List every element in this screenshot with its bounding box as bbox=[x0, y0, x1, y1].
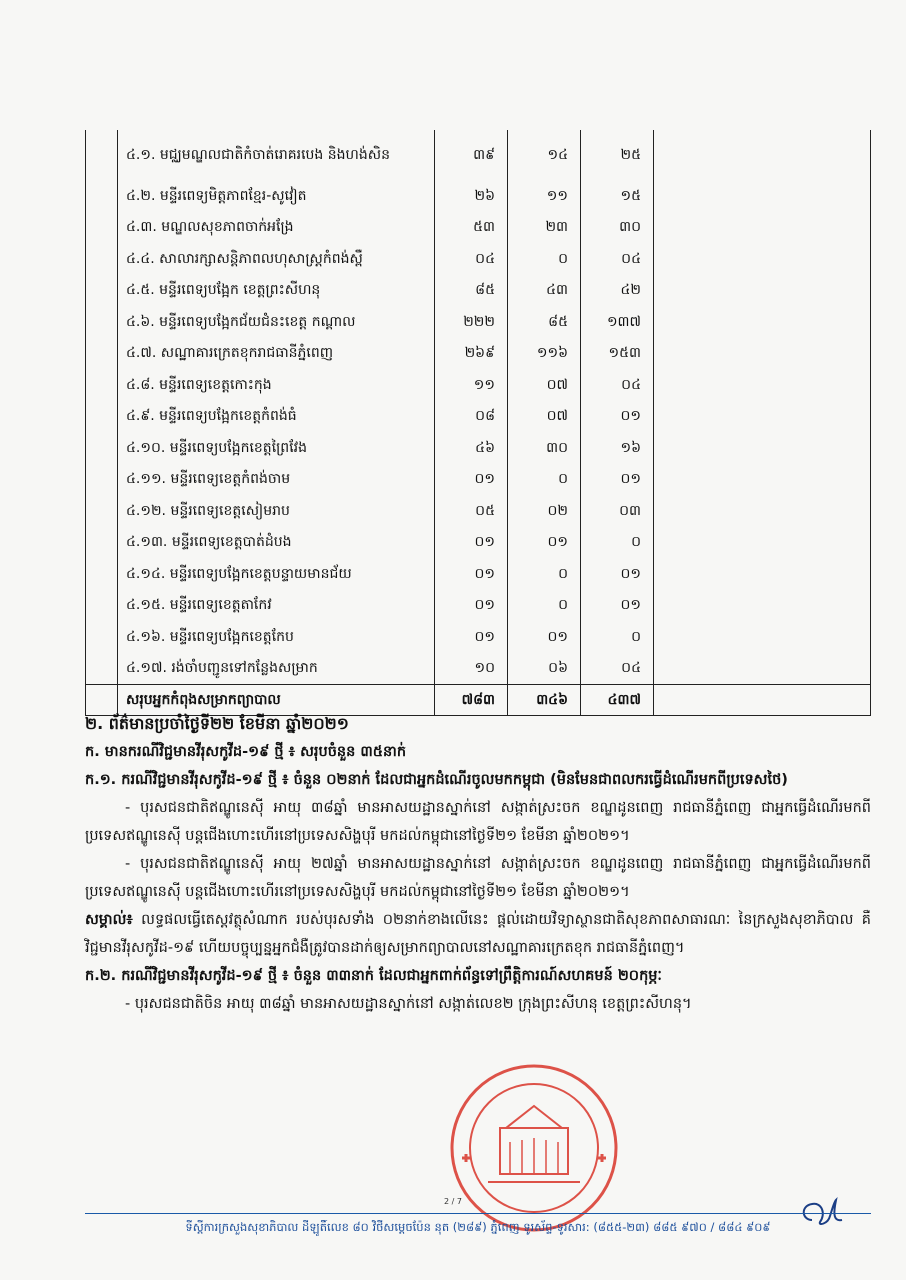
table-row bbox=[86, 369, 871, 401]
count-total: ៥៣ bbox=[435, 212, 508, 244]
table-row bbox=[86, 495, 871, 527]
note-label: សម្គាល់៖ bbox=[85, 912, 133, 928]
case-bullet-3: - បុរសជនជាតិចិន អាយុ ៣៨ឆ្នាំ មានអាសយដ្ឋានស្នាក់នៅ សង្កាត់លេខ២ ក្រុងព្រះសីហនុ ខេត្តព្រះសីហនុ។ bbox=[125, 996, 692, 1012]
count-total: ៤៦ bbox=[435, 432, 508, 464]
table-row bbox=[86, 558, 871, 590]
count-female: ៤៣ bbox=[508, 275, 581, 307]
total-other: ៤៣៧ bbox=[581, 685, 654, 716]
count-other: ០ bbox=[581, 621, 654, 653]
count-total: ០៥ bbox=[435, 495, 508, 527]
facility-name: ៤.៩. មន្ទីរពេទ្យបង្អែកខេត្តកំពង់ធំ bbox=[118, 401, 435, 433]
row-spacer bbox=[86, 495, 118, 527]
count-female: ១៤ bbox=[508, 130, 581, 180]
count-female: ០១ bbox=[508, 621, 581, 653]
total-female: ៣៤៦ bbox=[508, 685, 581, 716]
facility-name: ៤.៧. សណ្ឋាគារក្រេតខុករាជធានីភ្នំពេញ bbox=[118, 338, 435, 370]
count-total: ២៦៩ bbox=[435, 338, 508, 370]
community-cases-line: ក.២. ករណីវិជ្ជមានវីរុសកូវីដ-១៩ ថ្មី ៖ ចំនួន ៣៣នាក់ ដែលជាអ្នកពាក់ព័ន្ធទៅព្រឹត្តិការណ៍សហគមន៍ ២០កុម្ភៈ bbox=[85, 968, 662, 984]
count-total: ០១ bbox=[435, 464, 508, 496]
row-spacer bbox=[86, 464, 118, 496]
row-blank-cell bbox=[654, 558, 871, 590]
facility-name: ៤.១៣. មន្ទីរពេទ្យខេត្តបាត់ដំបង bbox=[118, 527, 435, 559]
table-row bbox=[86, 180, 871, 212]
count-other: ០៤ bbox=[581, 653, 654, 685]
table-row bbox=[86, 338, 871, 370]
row-blank-cell bbox=[654, 401, 871, 433]
row-blank-cell bbox=[654, 338, 871, 370]
case-bullet-2: - បុរសជនជាតិឥណ្ឌូនេស៊ី អាយុ ២៧ឆ្នាំ មានអាសយដ្ឋានស្នាក់នៅ សង្កាត់ស្រះចក ខណ្ឌដូនពេញ រាជធានីភ្នំពេញ ជាអ្នកធ្វើដំណើរមកពីប្រទេសឥណ្ឌូនេស៊ី បន្តជើងហោះហើរនៅប្រទេសសិង្ហបុរី មកដល់កម្ពុជានៅថ្ងៃទី២១ ខែមីនា ឆ្នាំ២០២១។ bbox=[85, 856, 871, 900]
count-total: ០១ bbox=[435, 558, 508, 590]
count-female: ០១ bbox=[508, 527, 581, 559]
facility-name: ៤.៦. មន្ទីរពេទ្យបង្អែកជ័យជំនះខេត្ត កណ្ដាល bbox=[118, 306, 435, 338]
table-row bbox=[86, 275, 871, 307]
count-female: ០ bbox=[508, 558, 581, 590]
facility-name: ៤.៣. មណ្ឌលសុខភាពចាក់អង្រែ bbox=[118, 212, 435, 244]
row-blank-cell bbox=[654, 432, 871, 464]
table-row bbox=[86, 243, 871, 275]
count-other: ៤២ bbox=[581, 275, 654, 307]
count-total: ១១ bbox=[435, 369, 508, 401]
row-spacer bbox=[86, 212, 118, 244]
count-other: ០ bbox=[581, 527, 654, 559]
row-spacer bbox=[86, 653, 118, 685]
table-row bbox=[86, 653, 871, 685]
total-count: ៧៨៣ bbox=[435, 685, 508, 716]
facility-name: ៤.២. មន្ទីរពេទ្យមិត្តភាពខ្មែរ-សូវៀត bbox=[118, 180, 435, 212]
row-spacer bbox=[86, 558, 118, 590]
count-other: ០៤ bbox=[581, 243, 654, 275]
facility-name: ៤.១៧. រង់ចាំបញ្ជូនទៅកន្លែងសម្រាក bbox=[118, 653, 435, 685]
row-spacer bbox=[86, 369, 118, 401]
row-blank-cell bbox=[654, 180, 871, 212]
row-blank-cell bbox=[654, 495, 871, 527]
count-female: ០ bbox=[508, 464, 581, 496]
row-spacer bbox=[86, 306, 118, 338]
footer-divider bbox=[85, 1213, 871, 1214]
count-female: ៨៥ bbox=[508, 306, 581, 338]
official-stamp-icon bbox=[448, 1062, 620, 1234]
page-number: 2 / 7 bbox=[444, 1197, 462, 1206]
hospital-table bbox=[85, 130, 871, 716]
row-blank-cell bbox=[654, 653, 871, 685]
count-female: ១១ bbox=[508, 180, 581, 212]
facility-name: ៤.៥. មន្ទីរពេទ្យបង្អែក ខេត្តព្រះសីហនុ bbox=[118, 275, 435, 307]
row-blank-cell bbox=[654, 306, 871, 338]
table-row bbox=[86, 527, 871, 559]
facility-name: ៤.៤. សាលារក្សាសន្តិភាពលហុសាស្ត្រកំពង់ស្ពឺ bbox=[118, 243, 435, 275]
count-other: ១៦ bbox=[581, 432, 654, 464]
table-row bbox=[86, 621, 871, 653]
count-total: ២៦ bbox=[435, 180, 508, 212]
count-other: ០៣ bbox=[581, 495, 654, 527]
row-blank-cell bbox=[654, 527, 871, 559]
note-text: លទ្ធផលធ្វើតេស្តវត្ថុសំណាក របស់បុរសទាំង ០២នាក់ខាងលើនេះ ផ្តល់ដោយវិទ្យាស្ថានជាតិសុខភាពសាធារណៈ នៃក្រសួងសុខាភិបាល គឺ វិជ្ជមានវីរុសកូវីដ-១៩ ហើយបច្ចុប្បន្នអ្នកជំងឺត្រូវបានដាក់ឲ្យសម្រាកព្យាបាលនៅសណ្ឋាគារក្រេតខុក រាជធានីភ្នំពេញ។ bbox=[85, 912, 871, 956]
count-total: ០១ bbox=[435, 621, 508, 653]
row-spacer bbox=[86, 338, 118, 370]
table-row bbox=[86, 130, 871, 180]
table-row bbox=[86, 212, 871, 244]
count-other: ៣០ bbox=[581, 212, 654, 244]
row-spacer bbox=[86, 130, 118, 180]
footer-address: ទីស្តីការក្រសួងសុខាភិបាល ដីឡូតិ៍លេខ ៨០ វិថីសម្ដេចប៉ែន នុត (២៨៩) ភ្នំពេញ ទូរស័ព្ទ-ទូរសារ: (៨៥៥-២៣) ៨៨៥ ៩៧០ / ៨៨៤ ៩០៩ bbox=[185, 1220, 771, 1234]
row-spacer bbox=[86, 401, 118, 433]
row-blank-cell bbox=[654, 212, 871, 244]
row-blank-cell bbox=[654, 130, 871, 180]
table-row bbox=[86, 401, 871, 433]
row-blank-cell bbox=[654, 243, 871, 275]
row-spacer bbox=[86, 590, 118, 622]
count-total: ០៨ bbox=[435, 401, 508, 433]
count-female: ០៦ bbox=[508, 653, 581, 685]
row-spacer bbox=[86, 180, 118, 212]
count-other: ០១ bbox=[581, 590, 654, 622]
count-total: ១០ bbox=[435, 653, 508, 685]
case-summary-line: ក. មានករណីវិជ្ជមានវីរុសកូវីដ-១៩ ថ្មី ៖ សរុបចំនួន ៣៥នាក់ bbox=[85, 744, 407, 760]
total-label: សរុបអ្នកកំពុងសម្រាកព្យាបាល bbox=[118, 685, 435, 716]
note-paragraph bbox=[85, 906, 871, 962]
facility-name: ៤.១៦. មន្ទីរពេទ្យបង្អែកខេត្តកែប bbox=[118, 621, 435, 653]
case-bullet-1: - បុរសជនជាតិឥណ្ឌូនេស៊ី អាយុ ៣៨ឆ្នាំ មានអាសយដ្ឋានស្នាក់នៅ សង្កាត់ស្រះចក ខណ្ឌដូនពេញ រាជធានីភ្នំពេញ ជាអ្នកធ្វើដំណើរមកពីប្រទេសឥណ្ឌូនេស៊ី បន្តជើងហោះហើរនៅប្រទេសសិង្ហបុរី មកដល់កម្ពុជានៅថ្ងៃទី២១ ខែមីនា ឆ្នាំ២០២១។ bbox=[85, 800, 871, 844]
count-female: ០៧ bbox=[508, 401, 581, 433]
count-female: ០ bbox=[508, 590, 581, 622]
row-blank-cell bbox=[654, 369, 871, 401]
count-total: ៣៩ bbox=[435, 130, 508, 180]
row-blank-cell bbox=[654, 275, 871, 307]
count-other: ០៤ bbox=[581, 369, 654, 401]
count-other: ១៥ bbox=[581, 180, 654, 212]
count-other: ០១ bbox=[581, 401, 654, 433]
table-row bbox=[86, 590, 871, 622]
count-other: ០១ bbox=[581, 558, 654, 590]
row-spacer bbox=[86, 432, 118, 464]
count-female: ៣០ bbox=[508, 432, 581, 464]
facility-name: ៤.១០. មន្ទីរពេទ្យបង្អែកខេត្តព្រៃវែង bbox=[118, 432, 435, 464]
facility-name: ៤.១៤. មន្ទីរពេទ្យបង្អែកខេត្តបន្ទាយមានជ័យ bbox=[118, 558, 435, 590]
facility-name: ៤.១១. មន្ទីរពេទ្យខេត្តកំពង់ចាម bbox=[118, 464, 435, 496]
count-female: ០២ bbox=[508, 495, 581, 527]
count-total: ០១ bbox=[435, 527, 508, 559]
row-spacer bbox=[86, 275, 118, 307]
table-row bbox=[86, 306, 871, 338]
facility-name: ៤.៨. មន្ទីរពេទ្យខេត្តកោះកុង bbox=[118, 369, 435, 401]
facility-name: ៤.១៥. មន្ទីរពេទ្យខេត្តតាកែវ bbox=[118, 590, 435, 622]
count-total: ០១ bbox=[435, 590, 508, 622]
count-other: ០១ bbox=[581, 464, 654, 496]
count-female: ០ bbox=[508, 243, 581, 275]
count-female: ១១៦ bbox=[508, 338, 581, 370]
section-2 bbox=[85, 710, 871, 1018]
count-total: ០៤ bbox=[435, 243, 508, 275]
row-blank-cell bbox=[654, 464, 871, 496]
count-other: ១៣៧ bbox=[581, 306, 654, 338]
imported-cases-line: ក.១. ករណីវិជ្ជមានវីរុសកូវីដ-១៩ ថ្មី ៖ ចំនួន ០២នាក់ ដែលជាអ្នកដំណើរចូលមកកម្ពុជា (មិនមែនជាពលករធ្វើដំណើរមកពីប្រទេសថៃ) bbox=[85, 772, 788, 788]
section-heading: ២. ព័ត៌មានប្រចាំថ្ងៃទី២២ ខែមីនា ឆ្នាំ២០២១ bbox=[85, 714, 349, 733]
row-spacer bbox=[86, 243, 118, 275]
count-other: ១៥៣ bbox=[581, 338, 654, 370]
facility-name: ៤.១. មជ្ឈមណ្ឌលជាតិកំចាត់រោគរបេង និងហង់សិន bbox=[118, 130, 435, 180]
facility-name: ៤.១២. មន្ទីរពេទ្យខេត្តសៀមរាប bbox=[118, 495, 435, 527]
count-female: ២៣ bbox=[508, 212, 581, 244]
row-blank-cell bbox=[654, 621, 871, 653]
table-row bbox=[86, 432, 871, 464]
count-total: ៨៥ bbox=[435, 275, 508, 307]
count-total: ២២២ bbox=[435, 306, 508, 338]
count-female: ០៧ bbox=[508, 369, 581, 401]
row-blank-cell bbox=[654, 590, 871, 622]
row-spacer bbox=[86, 527, 118, 559]
table-row bbox=[86, 464, 871, 496]
row-spacer bbox=[86, 621, 118, 653]
count-other: ២៥ bbox=[581, 130, 654, 180]
